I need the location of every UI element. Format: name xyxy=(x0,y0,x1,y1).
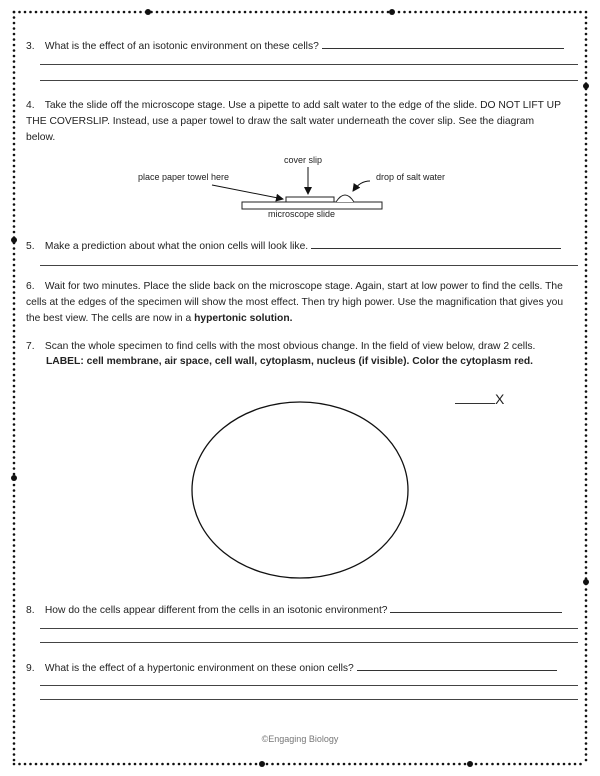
answer-line[interactable] xyxy=(357,660,557,671)
question-text: What is the effect of a hypertonic environment on these onion cells? xyxy=(44,663,354,674)
question-text: Scan the whole specimen to find cells with the most obvious change. In the field of view below, draw 2 cells. xyxy=(44,341,536,352)
answer-line[interactable] xyxy=(40,685,578,686)
salt-water-drop xyxy=(336,195,354,202)
answer-line[interactable] xyxy=(40,699,578,700)
question-number: 4. xyxy=(26,100,35,111)
question-number: 3. xyxy=(26,41,35,52)
cover-slip-label: cover slip xyxy=(284,155,323,165)
question-text: Take the slide off the microscope stage. Use a pipette to add salt water to the edge of the slide. DO NOT LIFT UP THE COVERSLIP. Instead, use a paper towel to draw the salt water underneath the cover slip. See the diagram below. xyxy=(26,100,561,143)
question-number: 6. xyxy=(26,281,35,292)
copyright-footer: ©Engaging Biology xyxy=(261,734,339,744)
slide-drawing xyxy=(0,0,600,230)
label-instructions: LABEL: cell membrane, air space, cell wall, cytoplasm, nucleus (if visible). Color the cytoplasm red. xyxy=(46,356,533,367)
question-9 xyxy=(26,660,574,677)
hypertonic-solution-term: hypertonic solution. xyxy=(194,313,293,324)
question-text: What is the effect of an isotonic environment on these cells? xyxy=(44,41,319,52)
question-text: Wait for two minutes. Place the slide back on the microscope stage. Again, start at low power to find the cells. The cells at the edges of the specimen will show the most effect. Then try high power. Use the magnification that gives you the best view. The cells are now in a xyxy=(26,281,564,324)
question-text: Make a prediction about what the onion cells will look like. xyxy=(44,241,309,252)
magnification-blank[interactable] xyxy=(455,388,495,404)
microscope-slide-label: microscope slide xyxy=(268,209,336,219)
question-7 xyxy=(26,339,576,355)
question-6 xyxy=(26,279,576,327)
answer-line[interactable] xyxy=(40,642,578,643)
answer-line[interactable] xyxy=(40,628,578,629)
magnification-x: X xyxy=(495,391,505,407)
answer-line[interactable] xyxy=(390,602,562,613)
slide-diagram xyxy=(0,0,600,230)
answer-line[interactable] xyxy=(311,238,561,249)
question-5 xyxy=(26,238,574,255)
question-text: How do the cells appear different from the cells in an isotonic environment? xyxy=(44,605,388,616)
microscope-slide xyxy=(242,202,382,209)
field-of-view-circle[interactable] xyxy=(188,398,412,582)
salt-water-label: drop of salt water xyxy=(376,172,446,182)
question-number: 5. xyxy=(26,241,35,252)
paper-towel-arrow xyxy=(212,185,283,199)
salt-water-arrow xyxy=(353,181,370,191)
magnification-field[interactable] xyxy=(455,388,504,407)
question-number: 8. xyxy=(26,605,35,616)
paper-towel-label: place paper towel here xyxy=(138,172,230,182)
answer-line[interactable] xyxy=(40,265,578,266)
question-8 xyxy=(26,602,574,619)
cover-slip xyxy=(286,197,334,202)
question-number: 9. xyxy=(26,663,35,674)
question-number: 7. xyxy=(26,341,35,352)
